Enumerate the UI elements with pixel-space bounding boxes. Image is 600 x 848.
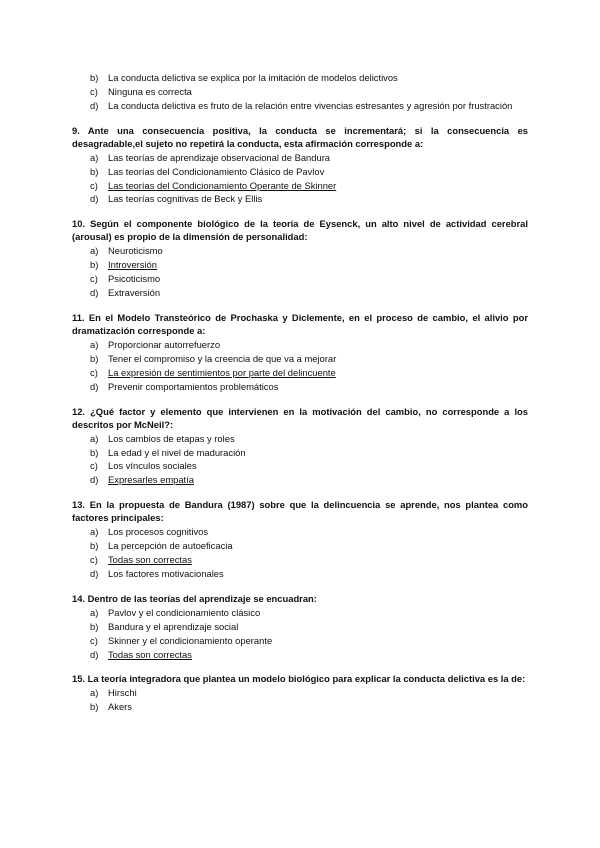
option-letter: b) [90,701,99,713]
option-text: La percepción de autoeficacia [108,540,233,552]
option-text: Neuroticismo [108,245,163,257]
option-text: Todas son correctas [108,554,192,566]
option-text: Proporcionar autorrefuerzo [108,338,221,350]
option-list [72,151,528,207]
option-text: Los cambios de etapas y roles [108,432,235,444]
option-letter: a) [90,687,99,699]
option-item [72,352,528,366]
option-letter: d) [90,99,99,111]
option-letter: c) [90,634,98,646]
exam-questions [72,71,528,714]
option-item [72,85,528,99]
spacer [72,394,528,405]
option-text: Tener el compromiso y la creencia de que va a mejorar [108,352,337,364]
question-title: 15. La teoría integradora que plantea un modelo biológico para explicar la conducta delictiva es la de: [72,673,526,685]
option-letter: d) [90,567,99,579]
option-list [72,71,528,113]
option-letter: b) [90,259,99,271]
option-text: Bandura y el aprendizaje social [108,620,239,632]
question-title: 9. Ante una consecuencia positiva, la conducta se incrementará; si la consecuencia es desagradable,el sujeto no repetirá la conducta, esta afirmación corresponde a: [72,124,528,149]
option-item [72,380,528,394]
question-block [72,124,528,207]
option-list [72,606,528,662]
option-letter: c) [90,554,98,566]
question-block [72,311,528,394]
question-block [72,498,528,581]
option-text: Hirschi [108,687,137,699]
option-text: Prevenir comportamientos problemáticos [108,380,279,392]
option-list [72,525,528,581]
option-letter: a) [90,606,99,618]
option-letter: a) [90,151,99,163]
option-text: Introversión [108,259,157,271]
option-letter: b) [90,165,99,177]
option-text: Las teorías del Condicionamiento Operante de Skinner [108,179,337,191]
spacer [72,113,528,124]
option-text: Skinner y el condicionamiento operante [108,634,273,646]
option-text: Extraversión [108,287,161,299]
question-title: 12. ¿Qué factor y elemento que intervienen en la motivación del cambio, no corresponde a los descritos por McNeil?: [72,405,528,430]
option-list [72,686,528,714]
question-block [72,672,528,714]
option-item [72,525,528,539]
option-item [72,700,528,714]
spacer [72,661,528,672]
option-text: Las teorías del Condicionamiento Clásico de Pavlov [108,165,325,177]
option-text: Pavlov y el condicionamiento clásico [108,606,261,618]
option-item [72,539,528,553]
option-letter: c) [90,460,98,472]
option-text: La expresión de sentimientos por parte del delincuente [108,366,336,378]
option-letter: a) [90,338,99,350]
option-text: Las teorías cognitivas de Beck y Ellis [108,193,263,205]
option-letter: d) [90,287,99,299]
option-letter: d) [90,380,99,392]
spacer [72,300,528,311]
option-item [72,71,528,85]
option-item [72,338,528,352]
option-letter: b) [90,72,99,83]
option-item [72,686,528,700]
option-item [72,286,528,300]
option-letter: d) [90,648,99,660]
question-block [72,405,528,488]
question-title: 14. Dentro de las teorías del aprendizaje se encuadran: [72,592,317,604]
spacer [72,487,528,498]
option-text: Expresarles empatía [108,474,194,486]
option-text: La edad y el nivel de maduración [108,446,246,458]
option-letter: d) [90,474,99,486]
option-letter: d) [90,193,99,205]
option-item [72,634,528,648]
option-item [72,151,528,165]
option-letter: c) [90,179,98,191]
option-text: Los factores motivacionales [108,567,224,579]
option-text: La conducta delictiva es fruto de la relación entre vivencias estresantes y agresión por frustración [108,99,513,111]
question-title: 11. En el Modelo Transteórico de Prochaska y Diclemente, en el proceso de cambio, el alivio por dramatización corresponde a: [72,311,528,336]
option-letter: a) [90,245,99,257]
option-text: Akers [108,701,132,713]
answer-option [72,258,528,272]
spacer [72,206,528,217]
option-letter: b) [90,352,99,364]
option-list [72,338,528,394]
answer-option [72,648,528,662]
option-text: La conducta delictiva se explica por la imitación de modelos delictivos [108,72,398,83]
option-text: Ninguna es correcta [108,85,192,97]
answer-option [72,553,528,567]
option-item [72,432,528,446]
option-item [72,620,528,634]
option-letter: c) [90,85,98,97]
spacer [72,581,528,592]
question-title: 10. Según el componente biológico de la teoría de Eysenck, un alto nivel de actividad cerebral (arousal) es propio de la dimensión de personalidad: [72,218,528,243]
answer-option [72,366,528,380]
option-text: Psicoticismo [108,273,161,285]
option-item [72,99,528,113]
option-item [72,459,528,473]
option-text: Todas son correctas [108,648,192,660]
option-letter: c) [90,366,98,378]
option-item [72,192,528,206]
option-item [72,272,528,286]
option-letter: b) [90,540,99,552]
option-text: Los vínculos sociales [108,460,197,472]
option-letter: b) [90,446,99,458]
question-block [72,592,528,662]
option-letter: a) [90,526,99,538]
option-text: Las teorías de aprendizaje observacional de Bandura [108,151,331,163]
option-item [72,244,528,258]
option-item [72,446,528,460]
option-list [72,244,528,300]
question-title: 13. En la propuesta de Bandura (1987) sobre que la delincuencia se aprende, nos plantea como factores principales: [72,499,528,524]
option-item [72,165,528,179]
question-block [72,217,528,300]
option-list [72,432,528,488]
option-letter: b) [90,620,99,632]
option-letter: a) [90,432,99,444]
option-item [72,567,528,581]
option-item [72,606,528,620]
answer-option [72,473,528,487]
option-letter: c) [90,273,98,285]
answer-option [72,179,528,193]
option-text: Los procesos cognitivos [108,526,209,538]
